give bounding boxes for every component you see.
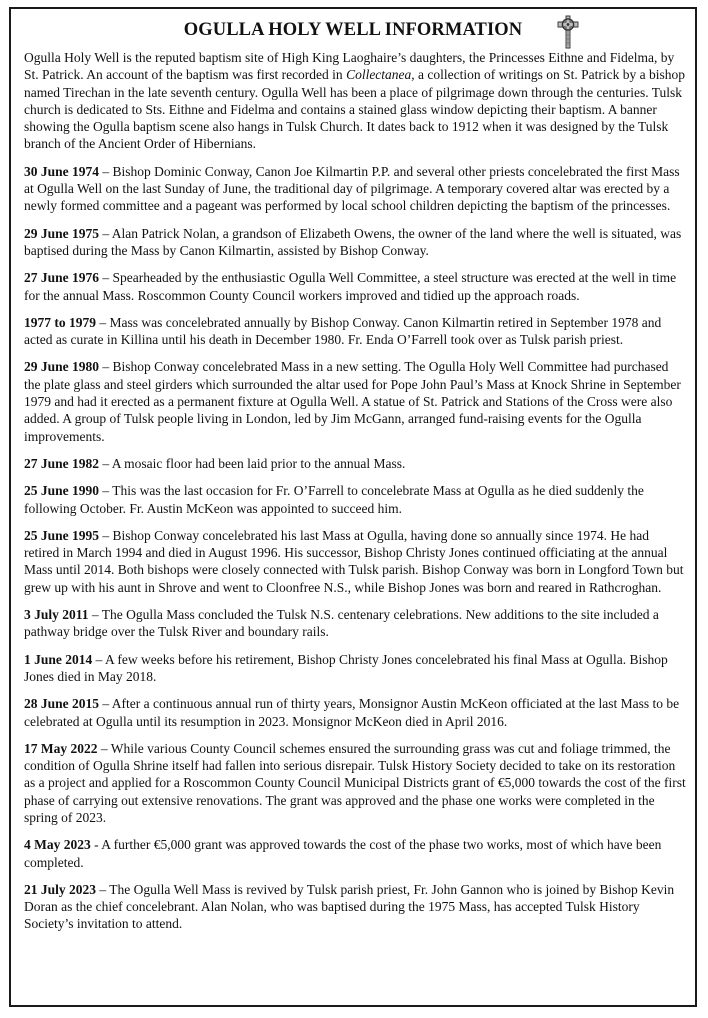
- entry-date: 4 May 2023: [24, 837, 91, 853]
- entry-separator: –: [92, 651, 106, 667]
- intro-text-part2: a collection of writings on St. Patrick by a bishop named Tirechan in the late seventh century. Ogulla Well has been a place of pilgrimage down through the centuries. Tulsk church is dedicated to Sts. Eithne and Fidelma and contains a stained glass window depicting their baptism. A banner showing the Ogulla baptism scene also hangs in Tulsk Church. It dates back to 1912 when it was designed by the Tulsk branch of the Ancient Order of Hibernians.: [24, 67, 686, 152]
- entry-separator: –: [99, 163, 113, 179]
- entry-separator: –: [99, 359, 113, 375]
- entry-date: 29 June 1975: [24, 225, 100, 241]
- collectanea-title: Collectanea,: [346, 67, 415, 83]
- entry-separator: –: [97, 740, 111, 756]
- intro-text-part1: Ogulla Holy Well is the reputed baptism site of High King Laoghaire’s daughters, the Princesses Eithne and Fidelma, by St. Patrick. An account of the baptism was first recorded in: [24, 50, 675, 83]
- entry-text: A further €5,000 grant was approved towards the cost of the phase two works, most of which have been completed.: [24, 837, 662, 870]
- timeline-entry: [24, 740, 686, 826]
- entry-text: The Ogulla Well Mass is revived by Tulsk parish priest, Fr. John Gannon who is joined by Bishop Kevin Doran as the chief concelebrant. Alan Nolan, who was baptised during the 1975 Mass, has accepted Tulsk History Society’s invitation to attend.: [24, 881, 675, 932]
- timeline-entry: [24, 695, 686, 730]
- timeline-entry: [24, 651, 686, 686]
- entry-text: Bishop Conway concelebrated Mass in a new setting. The Ogulla Holy Well Committee had purchased the plate glass and steel girders which surrounded the altar used for Pope John Paul’s Mass at Knock Shrine in September 1979 and had it erected as a permanent fixture at Ogulla Well. A statue of St. Patrick and Stations of the Cross were also added. A group of Tulsk people living in London, led by Jim McGann, arranged fund-raising events for the Ogulla improvements.: [24, 359, 681, 444]
- entry-date: 21 July 2023: [24, 881, 97, 897]
- entry-text: Bishop Conway concelebrated his last Mass at Ogulla, having done so annually since 1974. He had retired in March 1994 and died in August 1996. His successor, Bishop Christy Jones continued officiating at the annual Mass until 2014. Both bishops were closely connected with Tulsk parish. Bishop Conway was born in Longford Town but grew up with his aunt in Shrove and went to Cloonfree N.S., while Bishop Jones was born and reared in Rathcroghan.: [24, 527, 684, 595]
- entry-date: 25 June 1995: [24, 527, 100, 543]
- entry-text: After a continuous annual run of thirty years, Monsignor Austin McKeon officiated at the last Mass to be celebrated at Ogulla until its resumption in 2023. Monsignor McKeon died in April 2016.: [24, 696, 680, 729]
- timeline-entry: [24, 836, 686, 871]
- entry-date: 1 June 2014: [24, 651, 93, 667]
- timeline-entry: [24, 482, 686, 517]
- celtic-cross-icon: [557, 15, 579, 49]
- entry-date: 27 June 1982: [24, 455, 100, 471]
- entry-separator: –: [96, 314, 110, 330]
- entry-separator: –: [88, 607, 102, 623]
- entry-separator: –: [96, 881, 110, 897]
- page-title: OGULLA HOLY WELL INFORMATION: [183, 20, 523, 40]
- entry-date: 3 July 2011: [24, 607, 89, 623]
- entry-separator: –: [99, 696, 112, 712]
- timeline-entry: [24, 163, 686, 215]
- entry-text: Alan Patrick Nolan, a grandson of Elizabeth Owens, the owner of the land where the well is situated, was baptised during the Mass by Canon Kilmartin, assisted by Bishop Conway.: [24, 225, 682, 258]
- entry-separator: -: [90, 837, 102, 853]
- entry-separator: –: [99, 225, 112, 241]
- entry-date: 28 June 2015: [24, 696, 100, 712]
- timeline-entry: [24, 358, 686, 444]
- entry-text: Bishop Dominic Conway, Canon Joe Kilmartin P.P. and several other priests concelebrated the first Mass at Ogulla Well on the last Sunday of June, the traditional day of pilgrimage. A temporary covered altar was erected by a newly formed committee and a pageant was performed by local school children depicting the baptism of the princesses.: [24, 163, 680, 214]
- entry-text: Mass was concelebrated annually by Bishop Conway. Canon Kilmartin retired in September 1978 and acted as curate in Killina until his death in December 1980. Fr. Enda O’Farrell took over as Tulsk parish priest.: [24, 314, 662, 348]
- timeline-entry: [24, 269, 686, 304]
- timeline-entry: [24, 606, 686, 641]
- entry-date: 30 June 1974: [24, 163, 100, 179]
- entry-date: 1977 to 1979: [24, 314, 96, 330]
- entry-text: This was the last occasion for Fr. O’Farrell to concelebrate Mass at Ogulla as he died suddenly the following October. Fr. Austin McKeon was appointed to succeed him.: [24, 483, 644, 516]
- document-frame: [9, 7, 697, 1007]
- entry-separator: –: [99, 483, 113, 499]
- entry-text: The Ogulla Mass concluded the Tulsk N.S. centenary celebrations. New additions to the site included a pathway bridge over the Tulsk River and boundary rails.: [24, 607, 659, 640]
- header: [11, 9, 695, 49]
- entry-separator: –: [99, 270, 113, 286]
- timeline-entry: [24, 881, 686, 933]
- entry-date: 29 June 1980: [24, 359, 100, 375]
- entry-separator: –: [99, 455, 112, 471]
- entry-date: 25 June 1990: [24, 483, 100, 499]
- entry-text: A mosaic floor had been laid prior to the annual Mass.: [111, 455, 406, 471]
- entry-date: 27 June 1976: [24, 270, 100, 286]
- entry-text: While various County Council schemes ensured the surrounding grass was cut and foliage trimmed, the condition of Ogulla Shrine itself had fallen into serious disrepair. Tulsk History Society decided to take on its restoration as a project and applied for a Roscommon County Council Municipal Districts grant of €5,000 towards the cost of the first phase of carrying out extensive renovations. The grant was approved and the phase one works were completed in the spring of 2023.: [24, 740, 686, 825]
- entry-date: 17 May 2022: [24, 740, 98, 756]
- timeline-entry: [24, 527, 686, 596]
- intro-paragraph: [24, 49, 686, 153]
- timeline-entry: [24, 455, 686, 472]
- entry-text: Spearheaded by the enthusiastic Ogulla Well Committee, a steel structure was erected at the well in time for the annual Mass. Roscommon County Council workers improved and tidied up the approach roads.: [24, 270, 677, 303]
- timeline-entry: [24, 225, 686, 260]
- entry-separator: –: [99, 527, 113, 543]
- entry-text: A few weeks before his retirement, Bishop Christy Jones concelebrated his final Mass at Ogulla. Bishop Jones died in May 2018.: [24, 651, 668, 684]
- content: [24, 49, 686, 943]
- timeline-entry: [24, 314, 686, 349]
